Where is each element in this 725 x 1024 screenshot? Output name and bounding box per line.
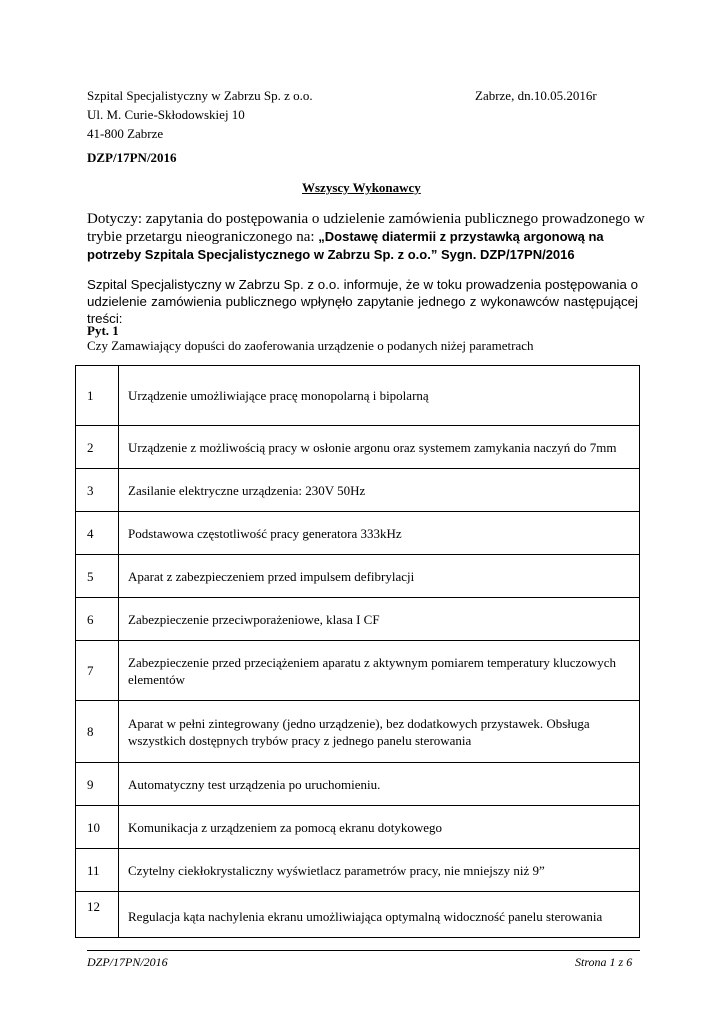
parameters-table: [75, 365, 640, 938]
row-text: Aparat z zabezpieczeniem przed impulsem defibrylacji: [119, 555, 640, 598]
table-row: [76, 512, 640, 555]
subject-bold: „Dostawę diatermii z przystawką argonową na potrzeby Szpitala Specjalistycznego w Zabrzu Sp. z o.o.” Sygn. DZP/17PN/2016: [87, 229, 604, 262]
table-row: [76, 366, 640, 426]
sender-address: [87, 86, 313, 143]
sender-street: Ul. M. Curie-Skłodowskiej 10: [87, 107, 245, 122]
footer-divider: [87, 950, 640, 951]
table-row: [76, 426, 640, 469]
table-row: [76, 763, 640, 806]
row-number: 5: [76, 555, 119, 598]
row-number: 12: [76, 892, 119, 938]
footer-page-number: Strona 1 z 6: [575, 955, 633, 969]
subject-plain: Dotyczy: zapytania do postępowania o udzielenie zamówienia publicznego prowadzonego w trybie przetargu nieograniczonego na:: [87, 211, 645, 245]
sender-city: 41-800 Zabrze: [87, 126, 164, 141]
subject-paragraph: [87, 211, 647, 264]
row-number: 1: [76, 366, 119, 426]
row-text: Zabezpieczenie przeciwporażeniowe, klasa I CF: [119, 598, 640, 641]
row-text: Urządzenie z możliwością pracy w osłonie argonu oraz systemem zamykania naczyń do 7mm: [119, 426, 640, 469]
row-number: 4: [76, 512, 119, 555]
row-text: Komunikacja z urządzeniem za pomocą ekranu dotykowego: [119, 806, 640, 849]
row-number: 8: [76, 701, 119, 763]
table-row: [76, 849, 640, 892]
row-text: Zasilanie elektryczne urządzenia: 230V 50Hz: [119, 469, 640, 512]
row-text: Regulacja kąta nachylenia ekranu umożliwiająca optymalną widoczność panelu sterowania: [119, 892, 640, 938]
table-row: [76, 555, 640, 598]
sender-org-name: Szpital Specjalistyczny w Zabrzu Sp. z o.o.: [87, 88, 313, 103]
document-date: Zabrze, dn.10.05.2016r: [475, 88, 597, 103]
table-row: [76, 806, 640, 849]
row-number: 10: [76, 806, 119, 849]
intro-paragraph: Szpital Specjalistyczny w Zabrzu Sp. z o.o. informuje, że w toku prowadzenia postępowania o udzielenie zamówienia publicznego wpłynęło zapytanie jednego z wykonawców następującej treści:: [87, 277, 638, 326]
table-row: [76, 701, 640, 763]
question-text: Czy Zamawiający dopuści do zaoferowania urządzenie o podanych niżej parametrach: [87, 338, 534, 353]
row-number: 9: [76, 763, 119, 806]
row-number: 6: [76, 598, 119, 641]
question-label: Pyt. 1: [87, 323, 119, 338]
row-number: 7: [76, 641, 119, 701]
row-text: Podstawowa częstotliwość pracy generatora 333kHz: [119, 512, 640, 555]
row-text: Zabezpieczenie przed przeciążeniem aparatu z aktywnym pomiarem temperatury kluczowych elementów: [119, 641, 640, 701]
row-text: Automatyczny test urządzenia po uruchomieniu.: [119, 763, 640, 806]
table-row: [76, 469, 640, 512]
table-row: [76, 598, 640, 641]
row-text: Aparat w pełni zintegrowany (jedno urządzenie), bez dodatkowych przystawek. Obsługa wszystkich dostępnych trybów pracy z jednego panelu sterowania: [119, 701, 640, 763]
row-number: 11: [76, 849, 119, 892]
row-text: Czytelny ciekłokrystaliczny wyświetlacz parametrów pracy, nie mniejszy niż 9”: [119, 849, 640, 892]
table-row: [76, 892, 640, 938]
row-number: 2: [76, 426, 119, 469]
addressee: Wszyscy Wykonawcy: [302, 180, 421, 195]
row-text: Urządzenie umożliwiające pracę monopolarną i bipolarną: [119, 366, 640, 426]
row-number: 3: [76, 469, 119, 512]
reference-number: DZP/17PN/2016: [87, 150, 177, 165]
table-row: [76, 641, 640, 701]
footer-reference: DZP/17PN/2016: [87, 955, 168, 969]
